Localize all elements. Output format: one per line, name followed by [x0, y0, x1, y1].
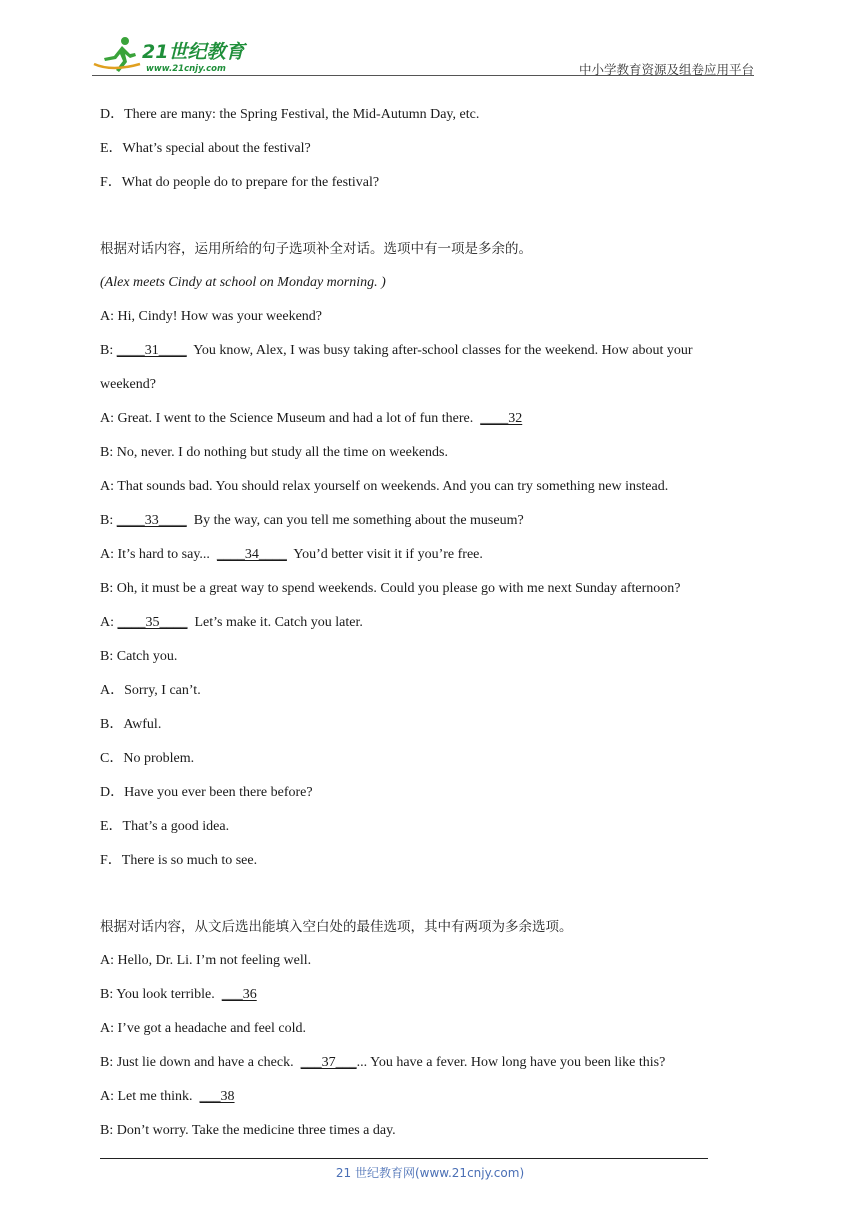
option-line: E．That’s a good idea. [100, 819, 230, 834]
dialog-line: A: ____35____ Let’s make it. Catch you later. [100, 612, 760, 646]
dialog-line: A: Great. I went to the Science Museum and had a lot of fun there. ____32 [100, 408, 760, 442]
blank-38: ___38 [199, 1089, 235, 1104]
option-line: B．Awful. [100, 717, 162, 732]
dialog-line: A: It’s hard to say... ____34____ You’d better visit it if you’re free. [100, 544, 760, 578]
section2-context: (Alex meets Cindy at school on Monday morning. ) [100, 275, 386, 290]
dialog-line: A: Hello, Dr. Li. I’m not feeling well. [100, 953, 312, 968]
option-line: A．Sorry, I can’t. [100, 683, 201, 698]
dialog-line: B: Oh, it must be a great way to spend weekends. Could you please go with me next Sunday afternoon? [100, 581, 681, 596]
dialog-line: B: ____31____ You know, Alex, I was busy taking after-school classes for the weekend. How about your [100, 340, 760, 374]
header-divider [92, 75, 754, 76]
dialog-line: B: No, never. I do nothing but study all the time on weekends. [100, 445, 449, 460]
blank-37: ___37___ [300, 1055, 357, 1070]
dialog-line: A: I’ve got a headache and feel cold. [100, 1021, 307, 1036]
option-line: E．What’s special about the festival? [100, 141, 311, 156]
svg-text:21世纪教育: 21世纪教育 [142, 41, 245, 63]
section2-instruction: 根据对话内容，运用所给的句子选项补全对话。选项中有一项是多余的。 [100, 241, 532, 257]
dialog-line: A: That sounds bad. You should relax yourself on weekends. And you can try something new instead. [100, 479, 669, 494]
option-line: F．There is so much to see. [100, 853, 258, 868]
dialog-line: B: You look terrible. ___36 [100, 984, 760, 1018]
option-line: D．There are many: the Spring Festival, the Mid-Autumn Day, etc. [100, 107, 480, 122]
platform-name: 中小学教育资源及组卷应用平台 [578, 62, 754, 77]
runner-icon [94, 37, 140, 72]
page-footer: 21 世纪教育网(www.21cnjy.com) [335, 1166, 525, 1180]
dialog-line: B: Just lie down and have a check. ___37___... You have a fever. How long have you been like this? [100, 1052, 760, 1086]
footer-divider [100, 1158, 708, 1159]
dialog-line: A: Hi, Cindy! How was your weekend? [100, 309, 323, 324]
section3-instruction: 根据对话内容，从文后选出能填入空白处的最佳选项，其中有两项为多余选项。 [100, 919, 573, 935]
blank-34: ____34____ [216, 547, 287, 562]
option-line: D．Have you ever been there before? [100, 785, 313, 800]
document-body [100, 104, 760, 1154]
dialog-line-continued: weekend? [100, 377, 156, 392]
site-logo [92, 34, 262, 74]
page-header [92, 30, 754, 78]
blank-32: ____32 [480, 411, 523, 426]
option-line: F．What do people do to prepare for the festival? [100, 175, 380, 190]
blank-36: ___36 [221, 987, 257, 1002]
blank-33: ____33____ [116, 513, 187, 528]
dialog-line: B: Don’t worry. Take the medicine three times a day. [100, 1123, 396, 1138]
blank-35: ____35____ [117, 615, 188, 630]
dialog-line: B: Catch you. [100, 649, 178, 664]
svg-text:www.21cnjy.com: www.21cnjy.com [146, 64, 226, 74]
blank-31: ____31____ [116, 343, 187, 358]
dialog-line: B: ____33____ By the way, can you tell me something about the museum? [100, 510, 760, 544]
option-line: C．No problem. [100, 751, 195, 766]
dialog-line: A: Let me think. ___38 [100, 1086, 760, 1120]
